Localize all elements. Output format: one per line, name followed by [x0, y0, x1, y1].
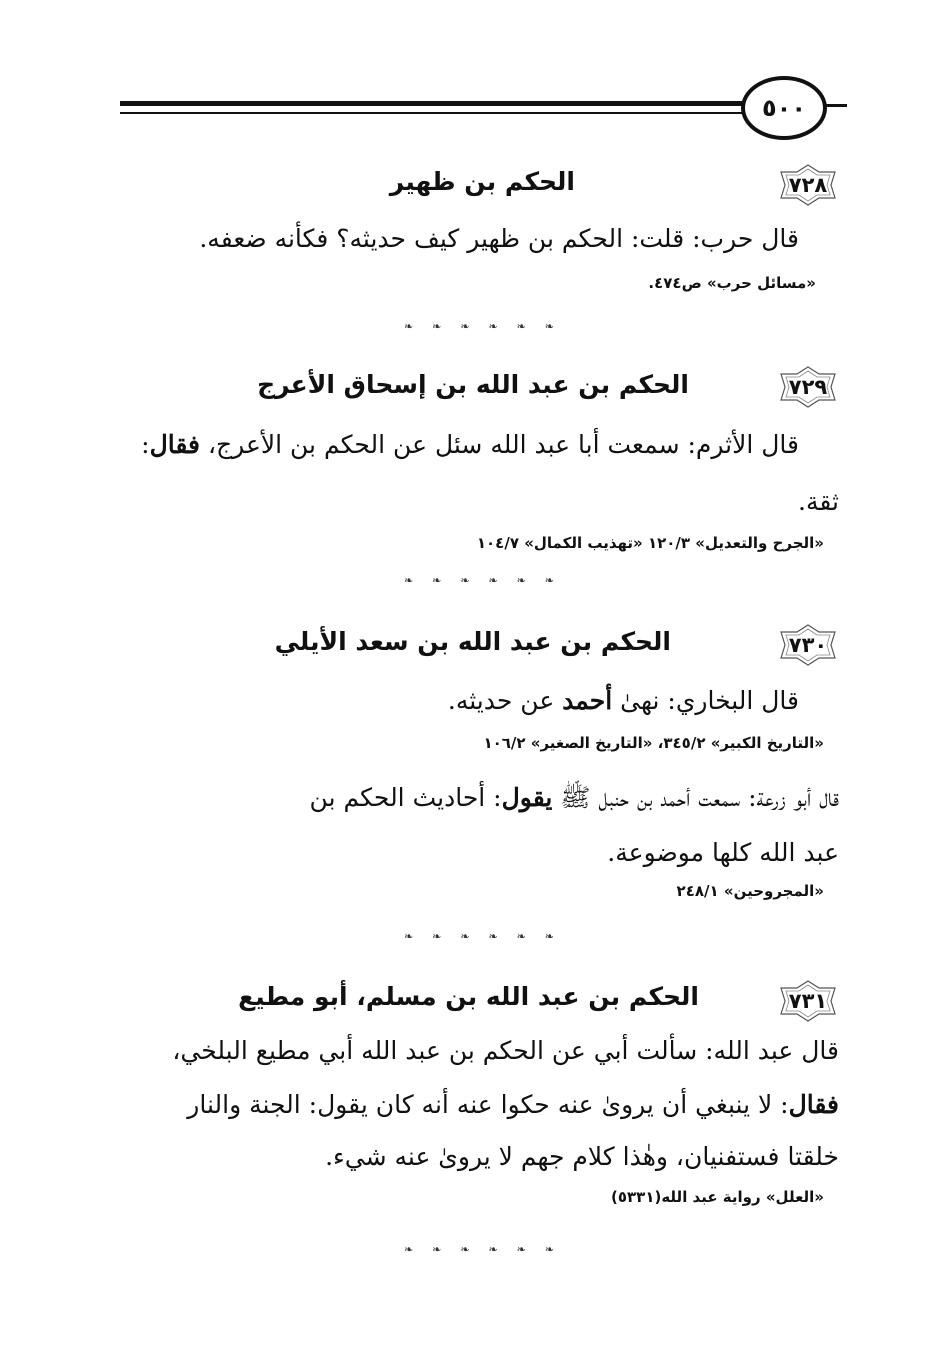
entry-number-728 [775, 164, 841, 206]
entry-number-text: ٧٢٨ [788, 173, 828, 197]
divider-ornament-icon: ❧ [516, 573, 526, 587]
divider-ornament-icon: ❧ [432, 573, 442, 587]
entry-text: : أحاديث الحكم بن [309, 783, 502, 812]
divider-ornament-icon: ❧ [516, 1242, 526, 1256]
divider-ornament-icon: ❧ [544, 319, 554, 333]
emphasized-word: فقال [788, 1090, 839, 1119]
entry-number-731 [775, 980, 841, 1022]
entry-text-line: خلقتا فستفنيان، وهٰذا كلام جهم لا يروىٰ عنه شيء. [325, 1142, 839, 1171]
entry-text-line [310, 782, 839, 819]
divider-ornament-icon: ❧ [488, 319, 498, 333]
header-rule-thin [120, 112, 745, 114]
emphasized-word: يقول [501, 783, 553, 812]
emphasized-word: أحمد [562, 686, 613, 715]
divider-ornament-icon: ❧ [544, 929, 554, 943]
source-citation: «مسائل حرب» ص٤٧٤. [648, 274, 816, 292]
entry-text: عن حديثه. [447, 686, 555, 715]
entry-text-line: ثقة. [798, 487, 839, 516]
entry-text: قال البخاري: نهىٰ [620, 686, 799, 715]
entry-text-line [141, 430, 799, 459]
section-divider [404, 1243, 554, 1255]
entry-number-text: ٧٢٩ [788, 375, 828, 399]
divider-ornament-icon: ❧ [488, 573, 498, 587]
divider-ornament-icon: ❧ [516, 319, 526, 333]
emphasized-word: فقال [149, 430, 200, 459]
section-divider [404, 930, 554, 942]
entry-text: : لا ينبغي أن يروىٰ عنه حكوا عنه أنه كان يقول: الجنة والنار [187, 1090, 789, 1119]
entry-text-line [448, 686, 799, 715]
entry-text: قال أبو زرعة: سمعت أحمد بن حنبل ﷺ [560, 783, 839, 812]
source-citation: «الجرح والتعديل» ١٢٠/٣ «تهذيب الكمال» ١٠٤/٧ [476, 534, 824, 552]
entry-title: الحكم بن عبد الله بن مسلم، أبو مطيع [238, 982, 699, 1011]
divider-ornament-icon: ❧ [404, 1242, 414, 1256]
divider-ornament-icon: ❧ [404, 929, 414, 943]
entry-number-730 [775, 624, 841, 666]
entry-number-text: ٧٣١ [788, 989, 828, 1013]
entry-number-text: ٧٣٠ [788, 633, 828, 657]
divider-ornament-icon: ❧ [460, 319, 470, 333]
source-citation: «العلل» رواية عبد الله(٥٣٣١) [611, 1188, 824, 1206]
section-divider [404, 320, 554, 332]
header-rule [120, 101, 745, 106]
entry-text-line: قال عبد الله: سألت أبي عن الحكم بن عبد الله أبي مطيع البلخي، [172, 1036, 839, 1065]
entry-text: قال الأثرم: سمعت أبا عبد الله سئل عن الحكم بن الأعرج، [207, 430, 799, 459]
source-citation: «التاريخ الكبير» ٣٤٥/٢، «التاريخ الصغير» ١٠٦/٢ [483, 734, 824, 752]
entry-number-729 [775, 366, 841, 408]
divider-ornament-icon: ❧ [404, 319, 414, 333]
divider-ornament-icon: ❧ [432, 1242, 442, 1256]
entry-title: الحكم بن عبد الله بن إسحاق الأعرج [257, 370, 689, 399]
entry-text: : [141, 430, 150, 459]
entry-title: الحكم بن عبد الله بن سعد الأيلي [274, 627, 671, 656]
source-citation: «المجروحين» ٢٤٨/١ [676, 882, 824, 900]
divider-ornament-icon: ❧ [544, 1242, 554, 1256]
divider-ornament-icon: ❧ [460, 1242, 470, 1256]
divider-ornament-icon: ❧ [432, 929, 442, 943]
entry-text-line: قال حرب: قلت: الحكم بن ظهير كيف حديثه؟ فكأنه ضعفه. [199, 224, 799, 253]
divider-ornament-icon: ❧ [488, 929, 498, 943]
section-divider [404, 574, 554, 586]
divider-ornament-icon: ❧ [404, 573, 414, 587]
entry-text-line [187, 1090, 839, 1119]
divider-ornament-icon: ❧ [544, 573, 554, 587]
divider-ornament-icon: ❧ [432, 319, 442, 333]
divider-ornament-icon: ❧ [460, 573, 470, 587]
page-number: ٥٠٠ [741, 76, 827, 140]
entry-text-line: عبد الله كلها موضوعة. [607, 838, 839, 867]
entry-title: الحكم بن ظهير [389, 167, 575, 196]
divider-ornament-icon: ❧ [460, 929, 470, 943]
divider-ornament-icon: ❧ [488, 1242, 498, 1256]
divider-ornament-icon: ❧ [516, 929, 526, 943]
